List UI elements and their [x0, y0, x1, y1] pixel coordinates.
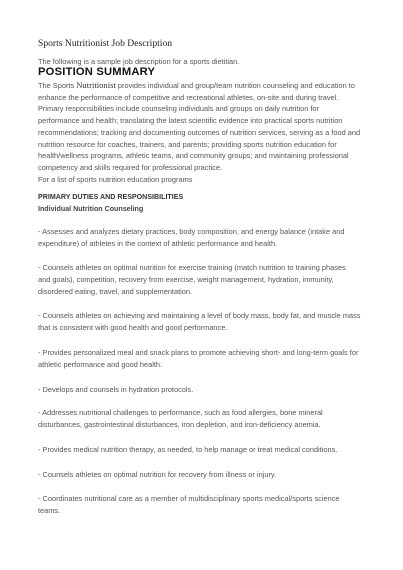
duty-line: disordered eating, travel, and supplementation.	[38, 287, 193, 296]
summary-line: For a list of sports nutrition education programs	[38, 174, 193, 184]
duty-line: and goals), competition, recovery from exercise, weight management, hydration, immunity,	[38, 275, 334, 284]
duty-item	[38, 347, 368, 371]
summary-line: Primary responsibilities include counseling individuals and groups on daily nutrition for	[38, 104, 319, 114]
duty-line: - Addresses nutritional challenges to performance, such as food allergies, bone mineral	[38, 408, 323, 417]
summary-line: nutrition resource for coaches, trainers, and parents; providing sports nutrition education for	[38, 139, 337, 149]
duty-item	[38, 444, 368, 456]
duty-line: expenditure) of athletes in the context of athletic performance and health.	[38, 239, 278, 248]
duty-line: - Counsels athletes on achieving and maintaining a level of body mass, body fat, and muscle mass	[38, 311, 361, 320]
duty-line: - Develops and counsels in hydration protocols.	[38, 385, 194, 394]
document-title: Sports Nutritionist Job Description	[38, 38, 173, 49]
summary-keyword: Nutritionist	[76, 80, 116, 90]
individual-counseling-heading: Individual Nutrition Counseling	[38, 205, 144, 213]
duty-line: - Provides medical nutrition therapy, as needed, to help manage or treat medical conditions.	[38, 445, 338, 454]
duty-line: - Counsels athletes on optimal nutrition for recovery from illness or injury.	[38, 470, 277, 479]
duty-line: that is consistent with good health and good performance.	[38, 323, 228, 332]
duty-line: teams.	[38, 506, 61, 515]
duty-line: disturbances, gastrointestinal disturbances, iron depletion, and iron-deficiency anemia.	[38, 420, 321, 429]
duty-line: - Coordinates nutritional care as a member of multidisciplinary sports medical/sports science	[38, 494, 340, 503]
intro-text: The following is a sample job description for a sports dietitian.	[38, 57, 240, 66]
duty-item	[38, 226, 368, 250]
duty-line: - Counsels athletes on optimal nutrition for exercise training (match nutrition to training phases	[38, 263, 346, 272]
summary-line: competency and skills required for professional practice.	[38, 162, 223, 172]
duty-item	[38, 493, 368, 517]
duty-item	[38, 310, 368, 334]
position-summary	[38, 80, 373, 185]
duty-item	[38, 469, 368, 481]
summary-lead: The Sports	[38, 81, 77, 90]
summary-line: enhance the performance of competitive and recreational athletes, on-site and during travel.	[38, 92, 339, 102]
duty-line: athletic performance and good health.	[38, 360, 163, 369]
summary-line: performance and health; translating the latest scientific evidence into practical sports nutrition	[38, 116, 343, 126]
duty-line: - Provides personalized meal and snack plans to promote achieving short- and long-term goals for	[38, 348, 359, 357]
summary-line-text: provides individual and group/team nutrition counseling and education to	[115, 81, 355, 90]
duty-line: - Assesses and analyzes dietary practices, body composition, and energy balance (intake and	[38, 227, 345, 236]
duty-item	[38, 384, 368, 396]
summary-line: health/wellness programs, athletic teams, and community groups; and maintaining professional	[38, 151, 349, 161]
section-heading: POSITION SUMMARY	[38, 66, 156, 78]
duty-item	[38, 407, 368, 431]
summary-line	[38, 80, 373, 92]
primary-duties-heading: PRIMARY DUTIES AND RESPONSIBILITIES	[38, 193, 184, 201]
duty-item	[38, 262, 368, 298]
summary-line: recommendations; tracking and documenting outcomes of nutrition services, serving as a food and	[38, 127, 361, 137]
